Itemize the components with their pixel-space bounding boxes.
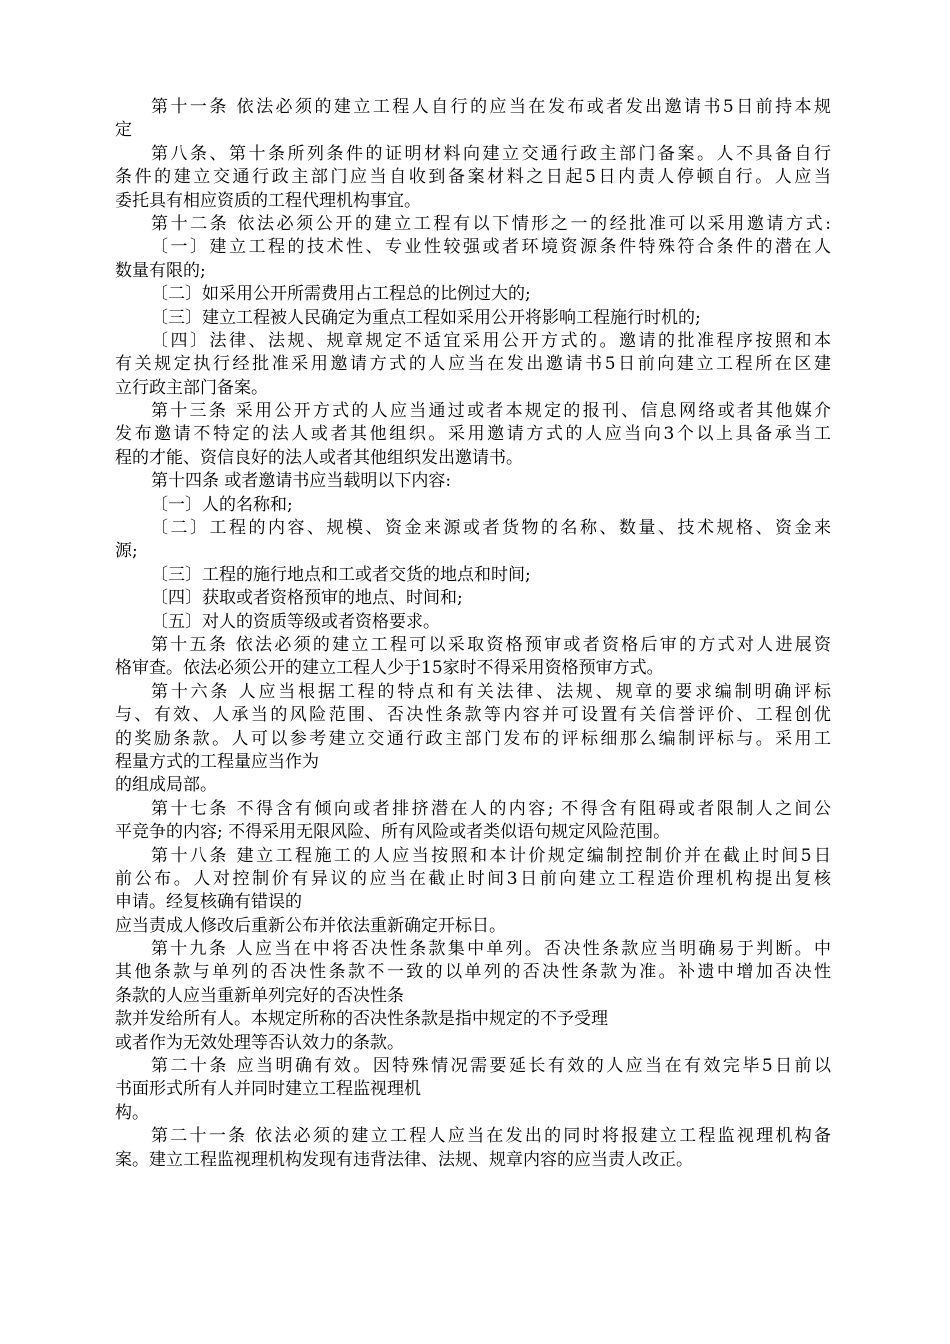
text-line: 〔二〕工程的内容、规模、资金来源或者货物的名称、数量、技术规格、资金来 bbox=[151, 518, 831, 539]
text-line: 构。 bbox=[115, 1102, 149, 1123]
text-line: 第十一条 依法必须的建立工程人自行的应当在发布或者发出邀请书5日前持本规 bbox=[151, 97, 831, 117]
text-line: 书面形式所有人并同时建立工程监视理机 bbox=[115, 1079, 421, 1100]
text-line: 委托具有相应资质的工程代理机构事宜。 bbox=[115, 190, 421, 211]
text-line: 前公布。人对控制价有异议的应当在截止时间3日前向建立工程造价理机构提出复核 bbox=[115, 868, 831, 889]
text-line: 〔三〕工程的施行地点和工或者交货的地点和时间; bbox=[151, 564, 531, 585]
text-line: 数量有限的; bbox=[115, 260, 206, 281]
text-line: 的奖励条款。人可以参考建立交通行政主部门发布的评标细那么编制评标与。采用工 bbox=[115, 728, 831, 749]
text-line: 条件的建立交通行政主部门应当自收到备案材料之日起5日内责人停顿自行。人应当 bbox=[115, 167, 831, 188]
text-line: 〔一〕建立工程的技术性、专业性较强或者环境资源条件特殊符合条件的潜在人 bbox=[151, 237, 831, 258]
text-line: 第十四条 或者邀请书应当载明以下内容: bbox=[151, 471, 452, 492]
text-line: 申请。经复核确有错误的 bbox=[115, 892, 302, 913]
text-line: 第十二条 依法必须公开的建立工程有以下情形之一的经批准可以采用邀请方式: bbox=[151, 213, 831, 234]
text-line: 第二十一条 依法必须的建立工程人应当在发出的同时将报建立工程监视理机构备 bbox=[151, 1126, 831, 1147]
document-page bbox=[115, 96, 831, 1172]
text-line: 定 bbox=[115, 120, 132, 141]
text-line: 应当责成人修改后重新公布并依法重新确定开标日。 bbox=[115, 915, 506, 936]
text-line: 的组成局部。 bbox=[115, 775, 217, 796]
text-line: 源; bbox=[115, 541, 138, 562]
text-line: 格审查。依法必须公开的建立工程人少于15家时不得采用资格预审方式。 bbox=[115, 658, 664, 679]
text-line: 条款的人应当重新单列完好的否决性条 bbox=[115, 985, 404, 1006]
text-line: 〔一〕人的名称和; bbox=[151, 494, 293, 515]
text-line: 第十八条 建立工程施工的人应当按照和本计价规定编制控制价并在截止时间5日 bbox=[151, 845, 831, 866]
text-line: 〔三〕建立工程被人民确定为重点工程如采用公开将影响工程施行时机的; bbox=[151, 307, 701, 328]
text-line: 立行政主部门备案。 bbox=[115, 377, 268, 398]
text-line: 平竞争的内容; 不得采用无限风险、所有风险或者类似语句规定风险范围。 bbox=[115, 822, 671, 843]
text-line: 第十三条 采用公开方式的人应当通过或者本规定的报刊、信息网络或者其他媒介 bbox=[151, 401, 831, 422]
text-line: 其他条款与单列的否决性条款不一致的以单列的否决性条款为准。补遗中增加否决性 bbox=[115, 962, 831, 983]
text-line: 〔五〕对人的资质等级或者资格要求。 bbox=[151, 611, 440, 632]
text-line: 程的才能、资信良好的法人或者其他组织发出邀请书。 bbox=[115, 447, 523, 468]
text-line: 第八条、第十条所列条件的证明材料向建立交通行政主部门备案。人不具备自行 bbox=[151, 143, 831, 164]
text-line: 〔四〕获取或者资格预审的地点、时间和; bbox=[151, 588, 463, 609]
text-line: 第二十条 应当明确有效。因特殊情况需要延长有效的人应当在有效完毕5日前以 bbox=[151, 1056, 831, 1077]
text-line: 案。建立工程监视理机构发现有违背法律、法规、规章内容的应当责人改正。 bbox=[115, 1149, 693, 1170]
text-line: 〔四〕法律、法规、规章规定不适宜采用公开方式的。邀请的批准程序按照和本 bbox=[151, 330, 831, 351]
text-line: 或者作为无效处理等否认效力的条款。 bbox=[115, 1032, 404, 1053]
text-line: 第十九条 人应当在中将否决性条款集中单列。否决性条款应当明确易于判断。中 bbox=[151, 939, 831, 960]
text-line: 款并发给所有人。本规定所称的否决性条款是指中规定的不予受理 bbox=[115, 1009, 608, 1030]
text-line: 程量方式的工程量应当作为 bbox=[115, 751, 319, 772]
text-line: 有关规定执行经批准采用邀请方式的人应当在发出邀请书5日前向建立工程所在区建 bbox=[115, 354, 831, 375]
text-line: 第十五条 依法必须的建立工程可以采取资格预审或者资格后审的方式对人进展资 bbox=[151, 634, 831, 655]
text-line: 发布邀请不特定的法人或者其他组织。采用邀请方式的人应当向3个以上具备承当工 bbox=[115, 424, 831, 445]
text-line: 第十六条 人应当根据工程的特点和有关法律、法规、规章的要求编制明确评标 bbox=[151, 681, 831, 702]
text-line: 与、有效、人承当的风险范围、否决性条款等内容并可设置有关信誉评价、工程创优 bbox=[115, 705, 831, 726]
text-line: 第十七条 不得含有倾向或者排挤潜在人的内容; 不得含有阻碍或者限制人之间公 bbox=[151, 798, 831, 819]
text-line: 〔二〕如采用公开所需费用占工程总的比例过大的; bbox=[151, 284, 531, 305]
